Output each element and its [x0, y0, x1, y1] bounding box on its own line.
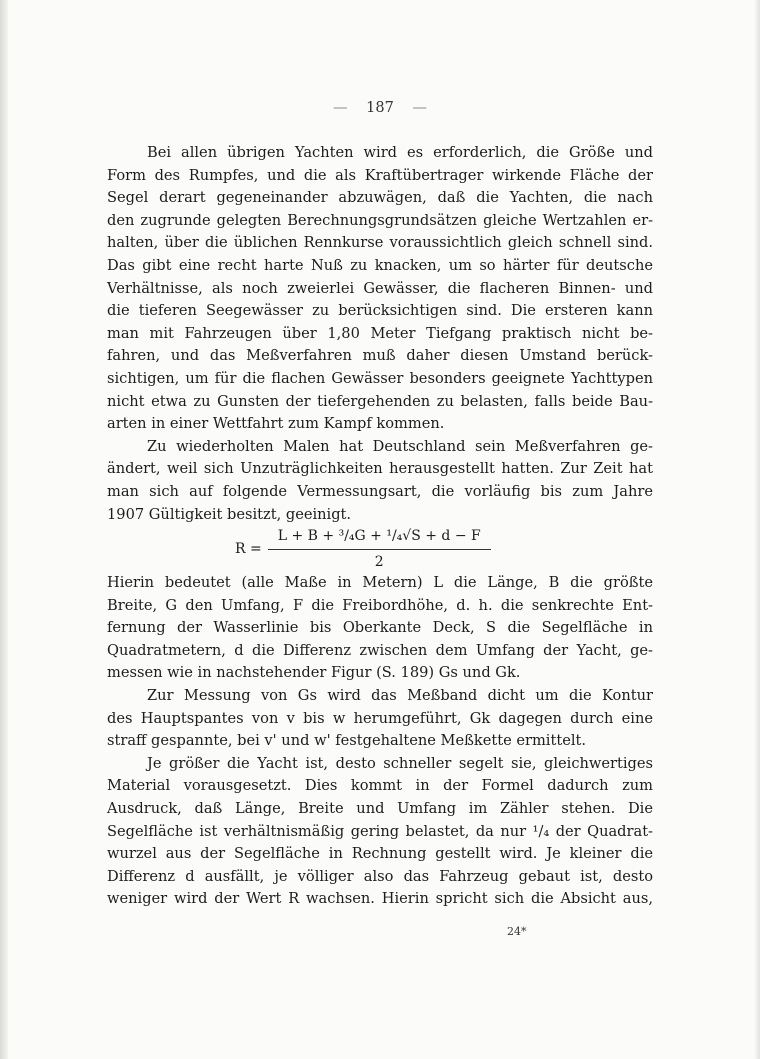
paragraph-3 [107, 572, 653, 685]
text-line: Segel derart gegeneinander abzuwägen, daß die Yachten, die nach [107, 189, 653, 207]
text-line: man mit Fahrzeugen über 1,80 Meter Tiefgang praktisch nicht be- [107, 324, 653, 342]
text-line: des Hauptspantes von v bis w herumgeführt, Gk dagegen durch eine [107, 709, 653, 727]
signature-mark: 24* [507, 925, 527, 938]
page-number-value: 187 [366, 100, 394, 116]
text-line: fahren, und das Meßverfahren muß daher diesen Umstand berück- [107, 347, 653, 365]
text-line: ändert, weil sich Unzuträglichkeiten herausgestellt hatten. Zur Zeit hat [107, 460, 653, 478]
text-line: Hierin bedeutet (alle Maße in Metern) L die Länge, B die größte [107, 574, 653, 592]
text-line: fernung der Wasserlinie bis Oberkante Deck, S die Segelfläche in [107, 619, 653, 637]
page-edge-right [754, 0, 760, 1059]
text-line: Zur Messung von Gs wird das Meßband dicht um die Kontur [147, 687, 653, 705]
text-line: Je größer die Yacht ist, desto schneller segelt sie, gleichwertiges [147, 754, 653, 772]
text-line: Material vorausgesetzt. Dies kommt in der Formel dadurch zum [107, 777, 653, 795]
page-number-dash-right: — [412, 100, 427, 116]
formula-numerator: L + B + ³/₄G + ¹/₄√S + d − F [268, 525, 491, 550]
text-line: nicht etwa zu Gunsten der tiefergehenden zu belasten, falls beide Bau- [107, 392, 653, 410]
text-line: den zugrunde gelegten Berechnungsgrundsätzen gleiche Wertzahlen er- [107, 211, 653, 229]
text-line: Form des Rumpfes, und die als Kraftübertrager wirkende Fläche der [107, 166, 653, 184]
page-edge-left [0, 0, 8, 1059]
formula-denominator: 2 [374, 553, 384, 570]
text-line: halten, über die üblichen Rennkurse voraussichtlich gleich schnell sind. [107, 234, 653, 252]
text-line: Ausdruck, daß Länge, Breite und Umfang im Zähler stehen. Die [107, 800, 653, 818]
formula-fraction [268, 525, 491, 573]
text-line: Segelfläche ist verhältnismäßig gering belastet, da nur ¹/₄ der Quadrat- [107, 822, 653, 840]
formula-lhs: R = [235, 540, 262, 557]
text-line: Verhältnisse, als noch zweierlei Gewässer, die flacheren Binnen- und [107, 279, 653, 297]
text-line: arten in einer Wettfahrt zum Kampf kommen. [107, 415, 445, 433]
body-text [107, 142, 653, 911]
rating-formula [107, 526, 653, 572]
text-line: Bei allen übrigen Yachten wird es erforderlich, die Größe und [147, 144, 653, 161]
text-line: straff gespannte, bei v' und w' festgehaltene Meßkette ermittelt. [107, 732, 587, 750]
text-line: Breite, G den Umfang, F die Freibordhöhe, d. h. die senkrechte Ent- [107, 596, 653, 614]
paragraph-4 [107, 685, 653, 753]
text-line: die tieferen Seegewässer zu berücksichtigen sind. Die ersteren kann [107, 302, 653, 320]
page-number [0, 100, 760, 116]
paragraph-1 [107, 142, 653, 436]
text-line: messen wie in nachstehender Figur (S. 189) Gs und Gk. [107, 664, 521, 682]
text-line: man sich auf folgende Vermessungsart, die vorläufig bis zum Jahre [107, 482, 653, 500]
text-line: Zu wiederholten Malen hat Deutschland sein Meßverfahren ge- [147, 437, 653, 455]
text-line: Differenz d ausfällt, je völliger also das Fahrzeug gebaut ist, desto [107, 867, 653, 885]
paragraph-2 [107, 436, 653, 526]
text-line: wurzel aus der Segelfläche in Rechnung gestellt wird. Je kleiner die [107, 845, 653, 863]
page-number-dash-left: — [333, 100, 348, 116]
text-line: Quadratmetern, d die Differenz zwischen dem Umfang der Yacht, ge- [107, 641, 653, 659]
paragraph-5 [107, 753, 653, 911]
text-line: sichtigen, um für die flachen Gewässer besonders geeignete Yachttypen [107, 369, 653, 387]
text-line: weniger wird der Wert R wachsen. Hierin spricht sich die Absicht aus, [107, 890, 653, 908]
text-line: Das gibt eine recht harte Nuß zu knacken, um so härter für deutsche [107, 256, 653, 274]
text-line: 1907 Gültigkeit besitzt, geeinigt. [107, 505, 352, 523]
